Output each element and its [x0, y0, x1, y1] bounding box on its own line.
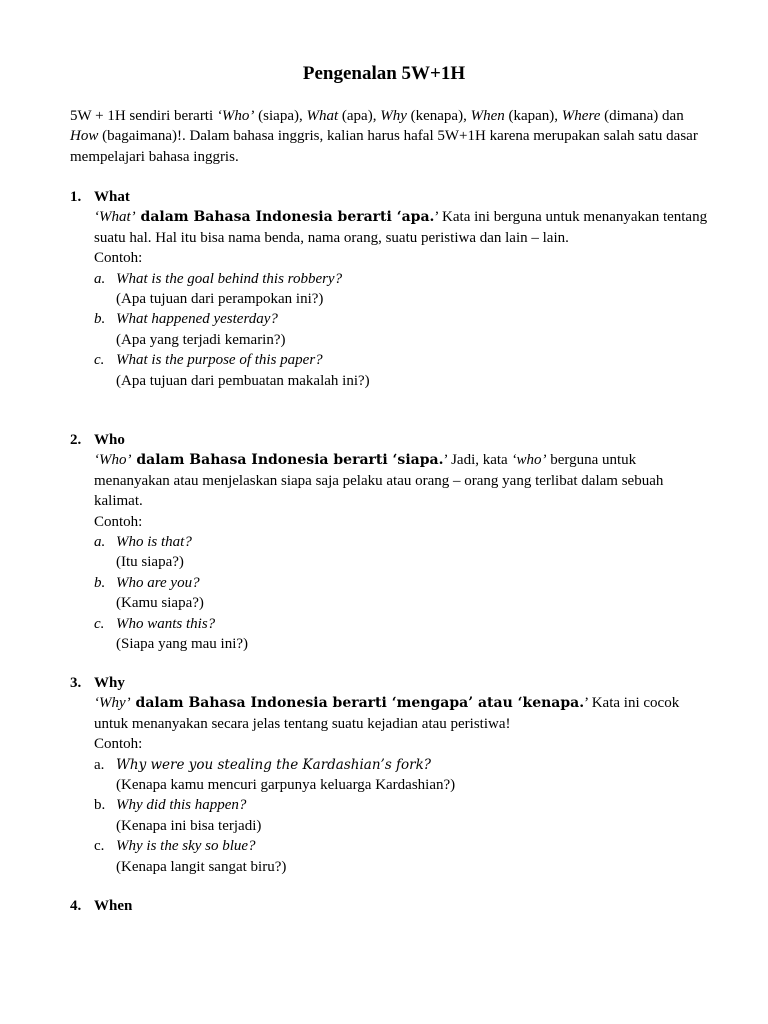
- bold-text: dalam Bahasa Indonesia berarti ‘siapa.: [131, 452, 444, 469]
- section-description: [94, 207, 710, 248]
- example-question: Who are you?: [116, 574, 200, 591]
- example-translation: (Apa tujuan dari pembuatan makalah ini?): [116, 372, 370, 389]
- intro-text: (siapa),: [254, 108, 307, 124]
- list-marker: b.: [94, 574, 106, 591]
- section-number: 2.: [70, 432, 82, 448]
- list-item: [94, 755, 710, 775]
- section-number: 3.: [70, 675, 82, 691]
- bold-text: dalam Bahasa Indonesia berarti ‘mengapa’ atau ‘kenapa.: [130, 695, 585, 712]
- term: ‘Who’: [94, 452, 132, 469]
- list-marker: a.: [94, 756, 105, 773]
- list-marker: a.: [94, 534, 106, 551]
- example-question: What is the purpose of this paper?: [116, 352, 323, 369]
- desc-text: ’ Kata ini cocok untuk menanyakan secara jelas tentang suatu kejadian atau peristiwa!: [94, 695, 680, 732]
- section-title: Who: [94, 432, 125, 448]
- list-marker: b.: [94, 797, 106, 814]
- example-translation: (Kenapa ini bisa terjadi): [116, 817, 262, 834]
- example-list: [94, 269, 710, 391]
- example-question: Who wants this?: [116, 615, 216, 632]
- intro-term-where: Where: [561, 108, 601, 124]
- section-number: 4.: [70, 898, 82, 914]
- intro-term-how: How: [70, 128, 99, 145]
- list-marker: b.: [94, 311, 106, 328]
- contoh-label: Contoh:: [94, 736, 143, 753]
- section-heading: [70, 673, 710, 693]
- list-item: [94, 350, 710, 370]
- section-number: 1.: [70, 189, 82, 205]
- intro-text: (kapan),: [504, 108, 562, 124]
- example-translation: (Kenapa kamu mencuri garpunya keluarga Kardashian?): [116, 777, 456, 794]
- intro-text: (bagaimana)!. Dalam bahasa inggris, kalian harus hafal 5W+1H karena merupakan salah satu dasar mempelajari bahasa inggris.: [70, 128, 698, 165]
- section-why: [70, 673, 710, 877]
- list-marker: a.: [94, 270, 106, 287]
- desc-text: ’ Kata ini berguna untuk menanyakan tentang suatu hal. Hal itu bisa nama benda, nama orang, suatu peristiwa dan lain – lain.: [94, 209, 708, 246]
- section-when: [70, 896, 710, 916]
- section-description: [94, 693, 710, 734]
- section-heading: [70, 430, 710, 450]
- list-item: [94, 573, 710, 593]
- example-translation: (Kamu siapa?): [116, 595, 204, 612]
- list-item: [94, 269, 710, 289]
- intro-text: (apa),: [338, 108, 381, 124]
- intro-term-why: Why: [380, 108, 407, 124]
- example-question: Who is that?: [116, 534, 192, 551]
- example-translation: (Apa yang terjadi kemarin?): [116, 331, 286, 348]
- example-list: [94, 532, 710, 654]
- example-question: What happened yesterday?: [116, 311, 278, 328]
- intro-text: (kenapa),: [406, 108, 471, 124]
- list-item: [94, 309, 710, 329]
- intro-paragraph: [70, 106, 710, 167]
- list-item: [94, 836, 710, 856]
- example-question: Why were you stealing the Kardashian’s fork?: [116, 756, 432, 773]
- example-question: What is the goal behind this robbery?: [116, 270, 343, 287]
- example-question: Why did this happen?: [116, 797, 247, 814]
- term: ‘who’: [511, 452, 547, 469]
- page-title: Pengenalan 5W+1H: [302, 63, 466, 84]
- term: ‘Why’: [94, 695, 131, 712]
- intro-text: (dimana) dan: [600, 108, 684, 124]
- section-description: [94, 450, 710, 511]
- section-heading: [70, 187, 710, 207]
- bold-text: dalam Bahasa Indonesia berarti ‘apa.: [135, 209, 435, 226]
- contoh-label: Contoh:: [94, 250, 143, 267]
- intro-text: 5W + 1H sendiri berarti: [70, 108, 217, 124]
- example-translation: (Apa tujuan dari perampokan ini?): [116, 291, 324, 308]
- term: ‘What’: [94, 209, 136, 226]
- section-title: Why: [94, 675, 125, 691]
- example-translation: (Siapa yang mau ini?): [116, 636, 249, 653]
- desc-text: ’ Jadi, kata: [443, 452, 512, 469]
- example-list: [94, 755, 710, 877]
- intro-term-when: When: [470, 108, 505, 124]
- desc-text: berguna untuk menanyakan atau menjelaskan siapa saja pelaku atau orang – orang yang terlibat dalam sebuah kalimat.: [94, 452, 664, 510]
- section-title: When: [94, 898, 133, 914]
- contoh-label: Contoh:: [94, 513, 143, 530]
- list-marker: c.: [94, 615, 105, 632]
- example-question: Why is the sky so blue?: [116, 838, 256, 855]
- section-title: What: [94, 189, 130, 205]
- intro-term-what: What: [306, 108, 339, 124]
- section-who: [70, 430, 710, 654]
- list-item: [94, 532, 710, 552]
- section-heading: [70, 896, 710, 916]
- example-translation: (Kenapa langit sangat biru?): [116, 858, 287, 875]
- list-item: [94, 614, 710, 634]
- intro-term-who: ‘Who’: [216, 108, 255, 124]
- example-translation: (Itu siapa?): [116, 554, 184, 571]
- list-marker: c.: [94, 352, 105, 369]
- list-marker: c.: [94, 838, 105, 855]
- section-what: [70, 187, 710, 391]
- list-item: [94, 795, 710, 815]
